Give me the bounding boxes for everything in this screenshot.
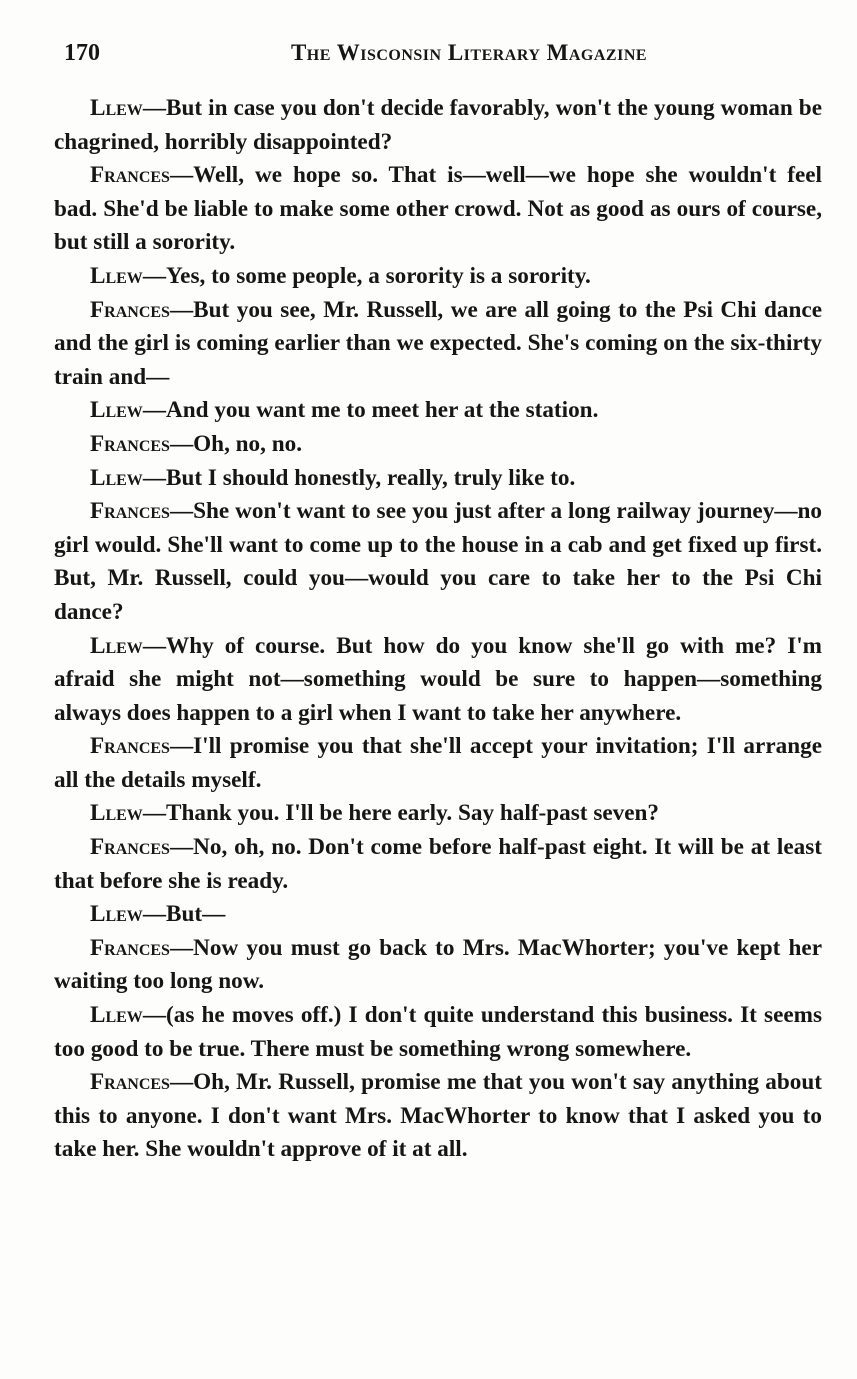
speaker-name: Llew bbox=[90, 262, 143, 289]
page-number: 170 bbox=[64, 40, 100, 66]
speech: —Yes, to some people, a sorority is a sorority. bbox=[142, 262, 591, 289]
speech: —Thank you. I'll be here early. Say half-past seven? bbox=[142, 800, 660, 827]
speech: —But— bbox=[142, 901, 226, 928]
speaker-name: Llew bbox=[90, 397, 143, 424]
speech: —But in case you don't decide favorably, won't the young woman be chagrined, horribly disappointed? bbox=[54, 95, 822, 155]
speaker-name: Llew bbox=[90, 464, 143, 491]
running-title: The Wisconsin Literary Magazine bbox=[290, 40, 648, 65]
speaker-name: Frances bbox=[90, 430, 170, 457]
speech: —Now you must go back to Mrs. MacWhorter; you've kept her waiting too long now. bbox=[54, 934, 822, 995]
dialogue-line bbox=[54, 999, 822, 1066]
dialogue-line bbox=[54, 831, 822, 898]
dialogue-text bbox=[54, 92, 822, 1167]
dialogue-line bbox=[54, 294, 822, 395]
dialogue-line bbox=[54, 394, 822, 428]
dialogue-line bbox=[54, 428, 822, 462]
speaker-name: Llew bbox=[90, 1002, 143, 1029]
speech: —And you want me to meet her at the station. bbox=[142, 397, 599, 424]
dialogue-line bbox=[54, 1066, 822, 1167]
speaker-name: Frances bbox=[90, 296, 170, 323]
speech: —I'll promise you that she'll accept your invitation; I'll arrange all the details myself. bbox=[54, 733, 822, 793]
dialogue-line bbox=[54, 260, 822, 294]
speaker-name: Llew bbox=[90, 800, 143, 827]
dialogue-line bbox=[54, 797, 822, 831]
dialogue-line bbox=[54, 92, 822, 159]
speech: —Why of course. But how do you know she'll go with me? I'm afraid she might not—something would be sure to happen—something always does happen to a girl when I want to take her anywhere. bbox=[54, 632, 822, 726]
page-header bbox=[64, 40, 824, 72]
speech: —But you see, Mr. Russell, we are all going to the Psi Chi dance and the girl is coming earlier than we expected. She's coming on the six-thirty train and— bbox=[54, 296, 822, 390]
speech: —Oh, Mr. Russell, promise me that you won't say anything about this to anyone. I don't want Mrs. MacWhorter to know that I asked you to take her. She wouldn't approve of it at all. bbox=[54, 1069, 822, 1163]
speaker-name: Frances bbox=[90, 162, 170, 189]
speech: —(as he moves off.) I don't quite understand this business. It seems too good to be true. There must be something wrong somewhere. bbox=[54, 1002, 822, 1062]
dialogue-line bbox=[54, 932, 822, 999]
speech: —Oh, no, no. bbox=[169, 430, 303, 457]
dialogue-line bbox=[54, 495, 822, 629]
dialogue-line bbox=[54, 630, 822, 731]
speaker-name: Llew bbox=[90, 632, 143, 659]
dialogue-line bbox=[54, 730, 822, 797]
speech: —Well, we hope so. That is—well—we hope she wouldn't feel bad. She'd be liable to make some other crowd. Not as good as ours of course, but still a sorority. bbox=[54, 162, 822, 256]
speech: —But I should honestly, really, truly like to. bbox=[142, 464, 576, 491]
speaker-name: Frances bbox=[90, 934, 170, 961]
speech: —No, oh, no. Don't come before half-past eight. It will be at least that before she is ready. bbox=[54, 834, 822, 894]
dialogue-line bbox=[54, 462, 822, 496]
speaker-name: Frances bbox=[90, 498, 170, 525]
speaker-name: Frances bbox=[90, 1069, 170, 1096]
dialogue-line bbox=[54, 159, 822, 260]
speech: —She won't want to see you just after a long railway journey—no girl would. She'll want to come up to the house in a cab and get fixed up first. But, Mr. Russell, could you—would you care to take her to the Psi Chi dance? bbox=[54, 498, 822, 625]
speaker-name: Frances bbox=[90, 834, 170, 861]
speaker-name: Frances bbox=[90, 733, 170, 760]
speaker-name: Llew bbox=[90, 901, 143, 928]
speaker-name: Llew bbox=[90, 95, 143, 121]
dialogue-line bbox=[54, 898, 822, 932]
